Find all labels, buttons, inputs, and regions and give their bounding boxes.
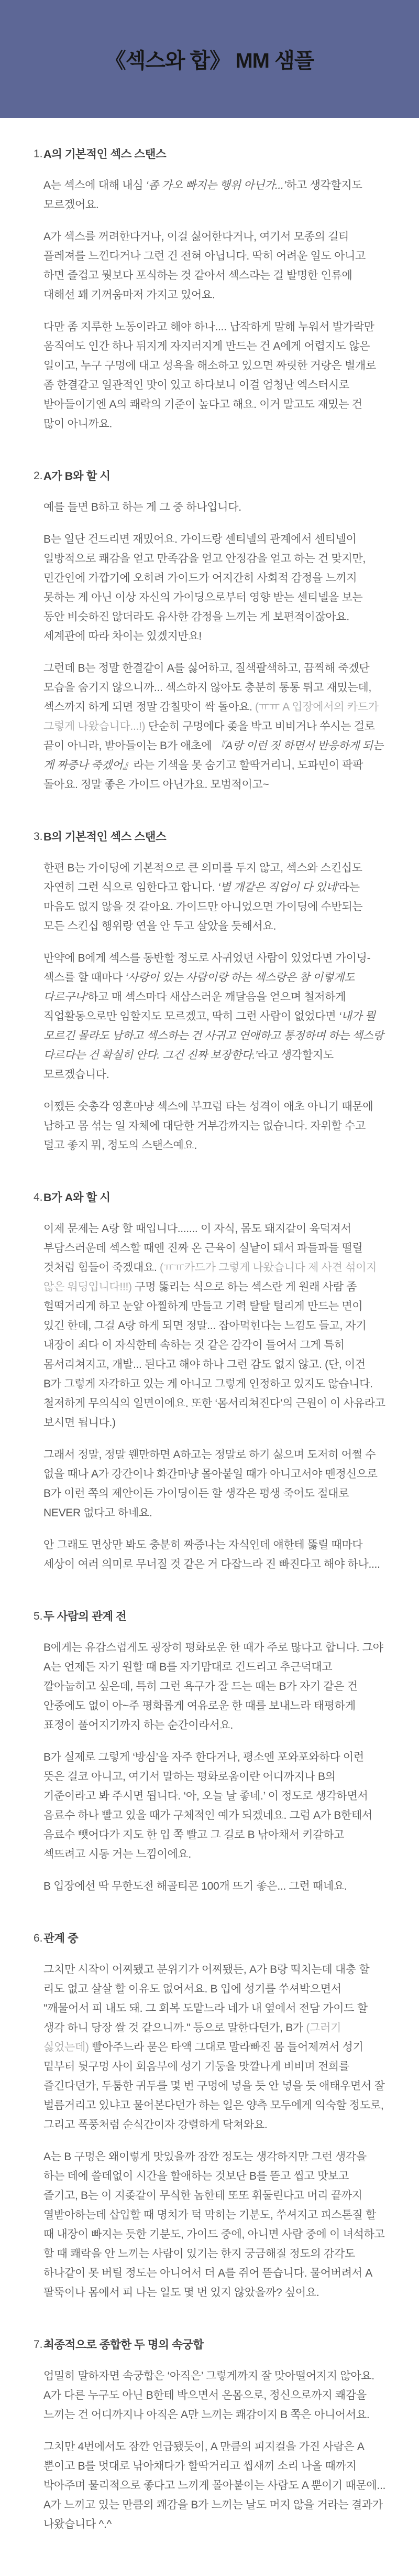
section-number: 4. xyxy=(34,1191,43,1203)
section xyxy=(34,1190,386,1574)
body-text: 한편 B는 가이딩에 기본적으로 큰 의미를 두지 않고, 섹스와 스킨십도 자연히 그런 식으로 임한다고 합니다. xyxy=(43,862,362,893)
body-text: 라고 생각할지도 모르겠습니다. xyxy=(43,1049,334,1081)
paragraph xyxy=(43,1535,386,1574)
body-text: 그래서 정말, 정말 웬만하면 A하고는 정말로 하기 싫으며 도저히 어쩔 수 없을 때나 A가 강간이나 화간마냥 몰아붙일 때가 아니고서야 맨정신으로 B가 이런 쪽의 제안이든 가이딩이든 할 생각은 평생 죽어도 절대로 NEVER 없다고 하네요. xyxy=(43,1449,378,1519)
body-text: 하고 생각할지도 모르겠어요. xyxy=(43,179,362,211)
section-heading: 최종적으로 종합한 두 명의 속궁합 xyxy=(43,2338,204,2351)
section xyxy=(34,1609,386,1896)
paragraph xyxy=(43,1638,386,1735)
section-header xyxy=(43,146,386,162)
body-text: 그런데 B는 정말 한결같이 A를 싫어하고, 질색팔색하고, 끔찍해 죽겠단 모습을 숨기지 않으니까... 섹스하지 않아도 충분히 통통 튀고 재밌는데, 섹스까지 하게 되면 정말 감칠맛이 싹 돌아요. xyxy=(43,662,372,713)
section-header xyxy=(43,1609,386,1624)
quoted-italic-text: ‘내가 뭘 모르긴 몰라도 남하고 섹스하는 건 사귀고 연애하고 통정하며 하는 섹스랑 다르다는 건 확실히 안다. 그건 진짜 보장한다.’ xyxy=(43,1010,384,1061)
section-heading: A의 기본적인 섹스 스탠스 xyxy=(43,148,167,160)
paragraph xyxy=(43,1445,386,1523)
body-text: 라는 기색을 못 숨기고 할딱거리니, 도파민이 팍팍 돌아요. 정말 좋은 가이드 아닌가요. 모범적이고~ xyxy=(43,759,363,791)
section-heading: B가 A와 할 시 xyxy=(43,1191,111,1204)
section-number: 6. xyxy=(34,1932,43,1944)
section-heading: B의 기본적인 섹스 스탠스 xyxy=(43,831,167,843)
muted-note-text: (그러기 싫었는데) xyxy=(43,2022,341,2053)
section xyxy=(34,468,386,794)
section-number: 2. xyxy=(34,470,43,482)
paragraph xyxy=(43,2366,386,2424)
paragraph xyxy=(43,949,386,1084)
body-text: B가 실제로 그렇게 ‘방심’을 자주 한다거나, 평소엔 포와포와하다 이런 뜻은 결코 아니고, 여기서 말하는 평화로움이란 어디까지나 B의 기준이라고 봐 주시면 됩니다. ‘아, 오늘 날 좋네.’ 이 정도로 생각하면서 음료수 하나 빨고 있을 때가 구체적인 예가 되겠네요. 그럼 A가 B한테서 음료수 뺏어다가 지도 한 입 쪽 빨고 그 길로 B 낚아채서 키갈하고 섹뜨려고 시동 거는 느낌이에요. xyxy=(43,1751,372,1860)
section-header xyxy=(43,1931,386,1946)
section-header xyxy=(43,468,386,484)
page-title: 《섹스와 합》 MM 샘플 xyxy=(105,49,314,72)
body-text: 하고 매 섹스마다 새삼스러운 깨달음을 얻으며 철저하게 직업활동으로만 임할지도 모르겠고, 딱히 그런 사람이 없었다면 xyxy=(43,991,346,1022)
body-text: 어쨌든 숫총각 영혼마냥 섹스에 부끄럼 타는 성격이 애초 아니기 때문에 남하고 몸 섞는 일 자체에 대단한 거부감까지는 없습니다. 자위할 수고 덜고 좋지 뭐, 정도의 스탠스예요. xyxy=(43,1101,373,1151)
body-text: 그치만 4번에서도 잠깐 언급됐듯이, A 만큼의 피지컬을 가진 사람은 A 뿐이고 B를 멋대로 낚아채다가 할딱거리고 씹새끼 소리 나올 때까지 박아주며 물리적으로 좋다고 느끼게 몰아붙이는 사람도 A 뿐이기 때문에... A가 느끼고 있는 만큼의 쾌감을 B가 느끼는 날도 머지 않을 거라는 결과가 나왔습니다 ^.^ xyxy=(43,2441,386,2530)
section-heading: 두 사람의 관계 전 xyxy=(43,1610,127,1623)
quoted-italic-text: ‘사랑이 있는 사람이랑 하는 섹스랑은 참 이렇게도 다르구나’ xyxy=(43,972,355,1003)
quoted-italic-text: ‘별 개같은 직업이 다 있네’ xyxy=(218,881,339,893)
paragraph xyxy=(43,2147,386,2302)
section-heading: A가 B와 할 시 xyxy=(43,470,111,482)
section xyxy=(34,2337,386,2534)
body-text: 그치만 시작이 어찌됐고 분위기가 어찌됐든, A가 B랑 떡치는데 대충 할 리도 없고 살살 할 이유도 없어서요. B 입에 성기를 쑤셔박으면서 "깨물어서 피 내도 돼. 그 회복 도맡느라 네가 내 옆에서 전담 가이드 할 생각 하니 당장 쌀 것 같으니까." 등으로 말한다던가, B가 xyxy=(43,1964,370,2034)
section xyxy=(34,146,386,434)
section xyxy=(34,1931,386,2302)
muted-note-text: (ㅠㅠ카드가 그렇게 나왔습니다 제 사견 섞이지 않은 워딩입니다!!!) xyxy=(43,1262,377,1293)
body-text: 구멍 뚫리는 식으로 하는 섹스란 게 원래 사람 좀 헐떡거리게 하고 눈앞 아찔하게 만들고 기력 탈탈 털리게 만드는 면이 있긴 한데, 그걸 A랑 하게 되면 정말... 잡아먹힌다는 느낌도 들고, 자기 내장이 죄다 이 자식한테 속하는 것 같은 감각이 들어서 그게 특히 몸서리쳐지고, 개발... 된다고 해야 하나 그런 감도 없지 않고. (단, 이건 B가 그렇게 자각하고 있는 게 아니고 그렇게 인정하고 있지도 않습니다. 철저하게 무의식의 일면이에요. 또한 ‘몸서리쳐진다’의 근원이 이 사유라고 보시면 됩니다.) xyxy=(43,1281,385,1429)
paragraph xyxy=(43,1960,386,2135)
paragraph xyxy=(43,176,386,214)
body-text: 엄밀히 말하자면 속궁합은 ‘아직은’ 그렇게까지 잘 맞아떨어지지 않아요. A가 다른 누구도 아닌 B한테 박으면서 온몸으로, 정신으로까지 쾌감을 느끼는 건 어디까지나 아직은 A만 느끼는 쾌감이지 B 쪽은 아니어서요. xyxy=(43,2370,374,2421)
body-text: B는 일단 건드리면 재밌어요. 가이드랑 센티넬의 관계에서 센티넬이 일방적으로 쾌감을 얻고 만족감을 얻고 안정감을 얻고 하는 건 맞지만, 민간인에 가깝기에 오히려 가이드가 어지간히 사회적 감정을 느끼지 못하는 게 아닌 이상 자신의 가이딩으로부터 영향 받는 센티넬을 보는 동안 비슷하진 않더라도 유사한 감정을 느끼는 게 보편적이잖아요. 세계관에 따라 차이는 있겠지만요! xyxy=(43,533,366,642)
paragraph xyxy=(43,1877,386,1896)
body-text: 예를 들면 B하고 하는 게 그 중 하나입니다. xyxy=(43,501,241,513)
section-header xyxy=(43,1190,386,1205)
paragraph xyxy=(43,530,386,646)
body-text: 만약에 B에게 섹스를 동반할 정도로 사귀었던 사람이 있었다면 가이딩-섹스를 할 때마다 xyxy=(43,952,371,984)
body-text: B 입장에선 딱 무한도전 해골티콘 100개 뜨기 좋은... 그런 때네요. xyxy=(43,1880,347,1892)
body-text: 안 그래도 면상만 봐도 충분히 짜증나는 자식인데 얘한테 뚫릴 때마다 세상이 여러 의미로 무너질 것 같은 거 다잡느라 진 빠진다고 해야 하나.... xyxy=(43,1539,380,1570)
document-body xyxy=(0,118,419,2576)
muted-note-text: (ㅠㅠ A 입장에서의 카드가 그렇게 나왔습니다...!) xyxy=(43,701,379,732)
paragraph xyxy=(43,1748,386,1864)
body-text: 다만 좀 지루한 노동이라고 해야 하나.... 납작하게 말해 누워서 발가락만 움직여도 인간 하나 뒤지게 자지러지게 만드는 건 A에게 어렵지도 않은 일이고, 누구 구멍에 대고 성욕을 해소하고 있으면 짜릿한 거랑은 별개로 좀 한결같고 일관적인 맛이 있고 하다보니 이걸 엄청난 엑스터시로 받아들이기엔 A의 쾌락의 기준이 높다고 해요. 이거 말고도 재밌는 건 많이 아니까요. xyxy=(43,321,376,430)
body-text: 이제 문제는 A랑 할 때입니다....... 이 자식, 몸도 돼지같이 육덕져서 부담스러운데 섹스할 때엔 진짜 온 근육이 실낱이 돼서 파들파들 떨릴 것처럼 힘들어 죽겠대요. xyxy=(43,1223,363,1274)
paragraph xyxy=(43,2437,386,2534)
body-text: B에게는 유감스럽게도 굉장히 평화로운 한 때가 주로 많다고 합니다. 그야 A는 언제든 자기 원할 때 B를 자기맘대로 건드리고 추근덕대고 깔아눕히고 싶은데, 특히 그런 욕구가 잘 드는 때는 B가 자기 같은 건 안중에도 없이 아~주 평화롭게 여유로운 한 때를 보내느라 태평하게 표정이 풀어지기까지 하는 순간이라서요. xyxy=(43,1642,383,1731)
body-text: 라는 마음도 없지 않을 것 같아요. 가이드만 아니었으면 가이딩에 수반되는 모든 스킨십 행위랑 연을 안 두고 살았을 듯해서요. xyxy=(43,881,363,932)
quoted-italic-text: ‘좀 가오 빠지는 행위 아닌가...’ xyxy=(146,179,286,191)
body-text: A가 섹스를 꺼려한다거나, 이걸 싫어한다거나, 여기서 모종의 길티 플레져를 느낀다거나 그런 건 전혀 아닙니다. 딱히 어려운 일도 아니고 하면 즐겁고 뭣보다 포식하는 것 같아서 섹스라는 걸 발명한 인류에 대해선 꽤 기꺼움마저 가지고 있어요. xyxy=(43,231,366,301)
body-text: 단순히 구멍에다 좆을 박고 비비거나 쑤시는 걸로 끝이 아니라, 받아들이는 B가 애초에 xyxy=(43,720,375,752)
paragraph xyxy=(43,659,386,794)
section-number: 3. xyxy=(34,831,43,843)
body-text: A는 B 구멍은 왜이렇게 맛있을까 잠깐 정도는 생각하지만 그런 생각을 하는 데에 쓸데없이 시간을 할애하는 것보단 B를 뜯고 씹고 맛보고 즐기고, B는 이 지좆같이 무식한 놈한테 또또 휘둘린다고 머리 끝까지 열받아하는데 삽입할 때 명치가 턱 막히는 기분도, 쑤셔지고 피스톤질 할 때 내장이 빠지는 듯한 기분도, 가이드 중에, 아니면 사람 중에 이 녀석하고 할 때 쾌락을 안 느끼는 사람이 있기는 한지 궁금해질 정도의 감각도 하나같이 못 버틸 정도는 아니어서 더 A를 쥐어 뜯습니다. 물어버려서 A 팔뚝이나 몸에서 피 나는 일도 몇 번 있지 않았을까? 싶어요. xyxy=(43,2151,385,2299)
paragraph xyxy=(43,1219,386,1432)
section-header xyxy=(43,2337,386,2353)
paragraph xyxy=(43,1097,386,1155)
body-text: A는 섹스에 대해 내심 xyxy=(43,179,146,191)
section-heading: 관계 중 xyxy=(43,1932,79,1945)
body-text: 빨아주느라 묻은 타액 그대로 말라빠진 몸 들어제껴서 성기 밑부터 뒷구멍 사이 회음부에 성기 기둥을 맛깔나게 비비며 전희를 즐긴다던가, 두툼한 귀두를 몇 번 구멍에 넣을 듯 안 넣을 듯 애태우면서 잘 벌름거리고 있냐고 물어본다던가 하는 일은 양측 모두에게 익숙할 정도로, 그리고 폭풍처럼 순식간이자 강렬하게 닥쳐와요. xyxy=(43,2041,385,2131)
section-number: 7. xyxy=(34,2338,43,2351)
section xyxy=(34,829,386,1155)
section-number: 1. xyxy=(34,148,43,160)
section-number: 5. xyxy=(34,1610,43,1622)
paragraph xyxy=(43,498,386,517)
paragraph xyxy=(43,317,386,434)
quoted-italic-text: 『A랑 이런 짓 하면서 반응하게 되는 게 짜증나 죽겠어』 xyxy=(43,740,383,771)
page-header xyxy=(0,0,419,118)
sections xyxy=(34,146,386,2534)
paragraph xyxy=(43,858,386,936)
section-header xyxy=(43,829,386,845)
paragraph xyxy=(43,227,386,305)
